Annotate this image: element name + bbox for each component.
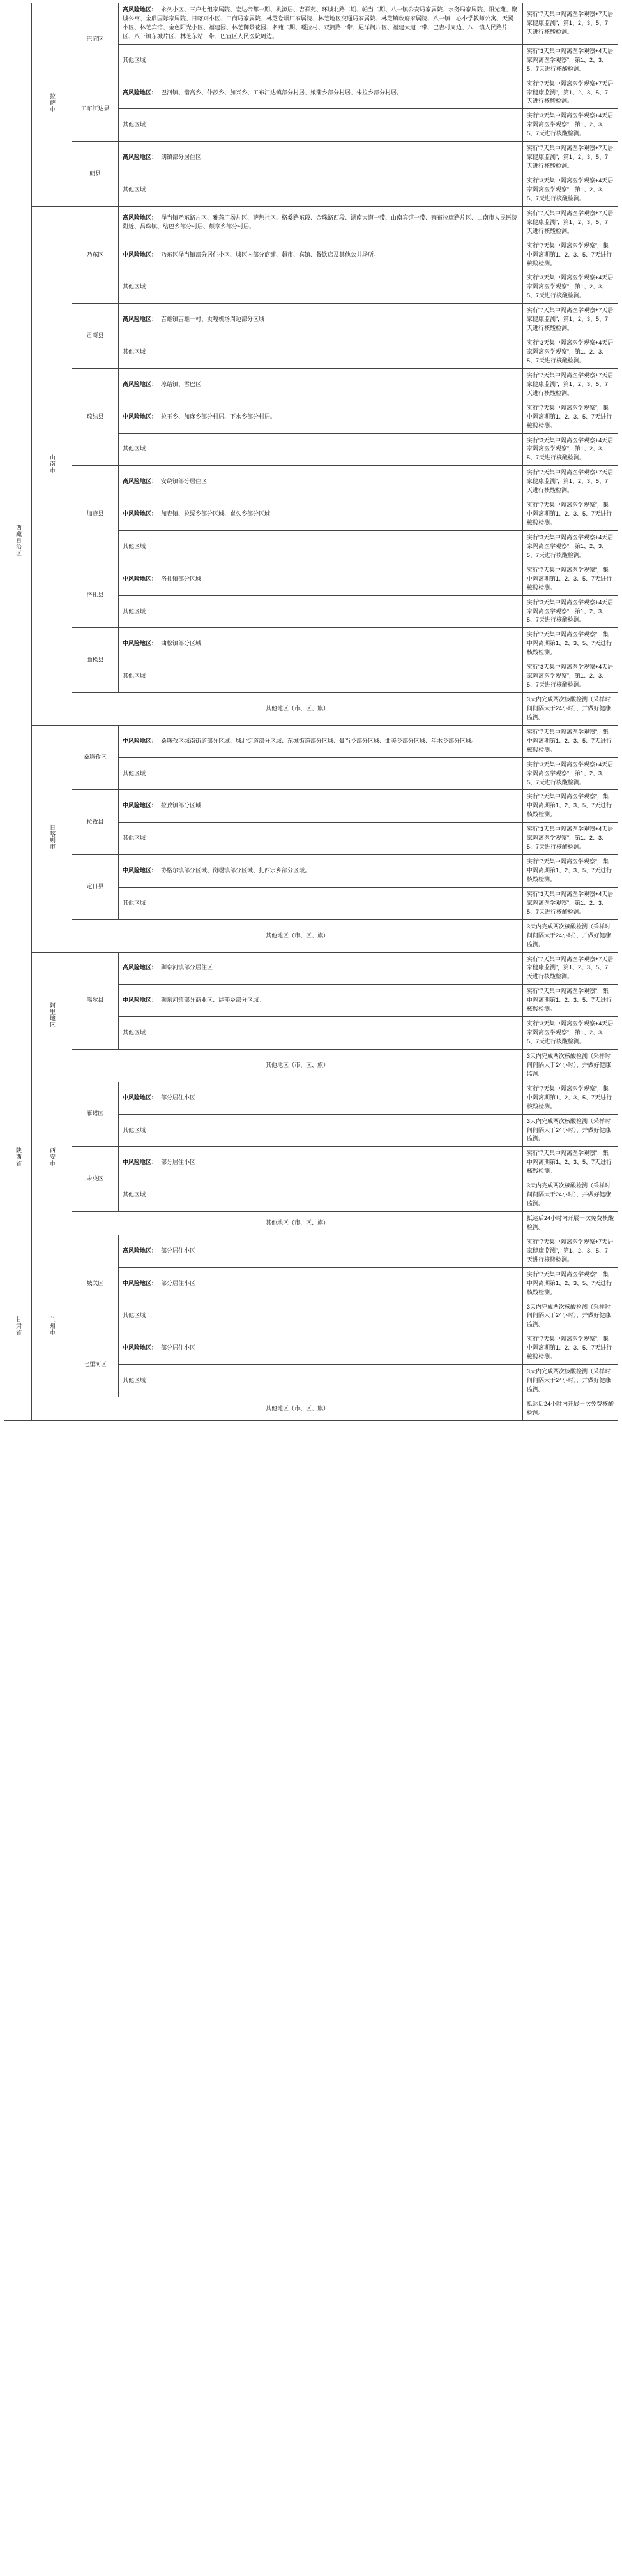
county-cell: 定日县 (72, 855, 119, 920)
mid-risk-area (119, 790, 523, 823)
county-cell: 拉孜县 (72, 790, 119, 855)
high-risk-area (119, 3, 523, 45)
other-area (119, 174, 523, 207)
other-area (119, 271, 523, 304)
policy-cell: 实行“7天集中隔离医学观察+7天居家健康监测”，第1、2、3、5、7天进行核酸检测。 (523, 368, 618, 401)
risk-area-text: 拉玉乡、加麻乡部分村居、下水乡部分村居。 (161, 413, 277, 420)
policy-cell: 3天内完成两次核酸检测（采样时间间隔大于24小时），并做好健康监测。 (523, 919, 618, 952)
policy-cell: 实行“7天集中隔离医学观察”，集中隔离期第1、2、3、5、7天进行核酸检测。 (523, 1147, 618, 1179)
policy-cell: 实行“7天集中隔离医学观察+7天居家健康监测”，第1、2、3、5、7天进行核酸检测。 (523, 304, 618, 336)
other-area-label: 其他区域 (123, 1126, 146, 1133)
table-row (4, 628, 618, 660)
city-cell (32, 952, 72, 1082)
risk-level-label: 高风险地区： (123, 154, 158, 161)
other-ordinary-area: 其他地区（市、区、旗） (72, 1049, 523, 1082)
policy-cell: 实行“3天集中隔离医学观察+4天居家隔离医学观察”，第1、2、3、5、7天进行核酸检测。 (523, 1017, 618, 1050)
table-row (4, 919, 618, 952)
other-area-label: 其他区域 (123, 1377, 146, 1384)
risk-level-label: 高风险地区： (123, 89, 158, 96)
high-risk-area (119, 142, 523, 174)
risk-area-table-body (4, 3, 618, 1421)
mid-risk-area (119, 985, 523, 1017)
risk-area-text: 朗镇部分居住区 (161, 154, 202, 161)
other-area (119, 1365, 523, 1397)
policy-cell: 3天内完成两次核酸检测（采样时间间隔大于24小时），并做好健康监测。 (523, 1049, 618, 1082)
risk-level-label: 中风险地区： (123, 737, 158, 744)
other-area-label: 其他区域 (123, 1029, 146, 1036)
province-cell (4, 1082, 32, 1235)
city-name: 西安市 (49, 1147, 56, 1166)
table-row (4, 142, 618, 174)
city-name: 兰州市 (49, 1316, 56, 1336)
risk-level-label: 中风险地区： (123, 640, 158, 647)
risk-area-text: 桑珠孜区城南街道部分区域、城北街道部分区域、东城街道部分区域、聂当乡部分区域、曲美乡部分区域、年木乡部分区域。 (161, 737, 478, 744)
mid-risk-area (119, 855, 523, 888)
other-ordinary-area: 其他地区（市、区、旗） (72, 919, 523, 952)
mid-risk-area (119, 628, 523, 660)
other-ordinary-area: 其他地区（市、区、旗） (72, 693, 523, 726)
policy-cell: 实行“3天集中隔离医学观察+4天居家隔离医学观察”，第1、2、3、5、7天进行核酸检测。 (523, 757, 618, 790)
other-area-label: 其他区域 (123, 607, 146, 614)
risk-level-label: 中风险地区： (123, 1094, 158, 1101)
city-cell (32, 725, 72, 952)
table-row (4, 855, 618, 888)
county-cell: 曲松县 (72, 628, 119, 693)
risk-area-text: 部分居住小区 (161, 1159, 196, 1166)
table-row (4, 1147, 618, 1179)
other-area-label: 其他区域 (123, 56, 146, 63)
policy-cell: 实行“7天集中隔离医学观察”，集中隔离期第1、2、3、5、7天进行核酸检测。 (523, 1082, 618, 1114)
province-name: 甘肃省 (15, 1316, 22, 1336)
risk-area-table (4, 3, 618, 1421)
table-row (4, 77, 618, 109)
table-row (4, 1235, 618, 1267)
high-risk-area (119, 368, 523, 401)
policy-cell: 实行“3天集中隔离医学观察+4天居家隔离医学观察”，第1、2、3、5、7天进行核酸检测。 (523, 271, 618, 304)
other-area-label: 其他区域 (123, 1312, 146, 1319)
county-cell: 未央区 (72, 1147, 119, 1212)
policy-cell: 实行“7天集中隔离医学观察+7天居家健康监测”，第1、2、3、5、7天进行核酸检测。 (523, 952, 618, 985)
table-row (4, 304, 618, 336)
table-row (4, 368, 618, 401)
county-cell: 桑珠孜区 (72, 725, 119, 790)
other-area (119, 336, 523, 369)
risk-area-text: 拉孜镇部分区域 (161, 802, 202, 809)
policy-cell: 3天内完成两次核酸检测（采样时间间隔大于24小时），并做好健康监测。 (523, 1365, 618, 1397)
other-area-label: 其他区域 (123, 121, 146, 128)
risk-area-text: 洛扎镇部分区域 (161, 575, 202, 582)
policy-cell: 实行“7天集中隔离医学观察”，集中隔离期第1、2、3、5、7天进行核酸检测。 (523, 628, 618, 660)
high-risk-area (119, 77, 523, 109)
policy-cell: 实行“7天集中隔离医学观察+7天居家健康监测”，第1、2、3、5、7天进行核酸检测。 (523, 466, 618, 498)
policy-cell: 实行“3天集中隔离医学观察+4天居家隔离医学观察”，第1、2、3、5、7天进行核酸检测。 (523, 44, 618, 77)
other-area-label: 其他区域 (123, 1191, 146, 1198)
risk-area-text: 曲松镇部分区域 (161, 640, 202, 647)
policy-cell: 实行“7天集中隔离医学观察”，集中隔离期第1、2、3、5、7天进行核酸检测。 (523, 855, 618, 888)
table-row (4, 1049, 618, 1082)
other-area (119, 1300, 523, 1332)
mid-risk-area (119, 1267, 523, 1300)
county-cell: 琼结县 (72, 368, 119, 465)
policy-cell: 实行“7天集中隔离医学观察+7天居家健康监测”，第1、2、3、5、7天进行核酸检测。 (523, 142, 618, 174)
risk-area-text: 部分居住小区 (161, 1094, 196, 1101)
policy-cell: 实行“7天集中隔离医学观察+7天居家健康监测”，第1、2、3、5、7天进行核酸检测。 (523, 77, 618, 109)
city-name: 日喀则市 (49, 824, 56, 850)
risk-level-label: 高风险地区： (123, 1247, 158, 1254)
policy-cell: 抵达后24小时内开展一次免费核酸检测。 (523, 1397, 618, 1420)
county-cell: 噶尔县 (72, 952, 119, 1049)
other-ordinary-area: 其他地区（市、区、旗） (72, 1212, 523, 1235)
city-name: 拉萨市 (49, 93, 56, 113)
risk-area-text: 协格尔镇部分区域、岗嘎镇部分区域、扎西宗乡部分区域。 (161, 867, 311, 874)
policy-cell: 实行“3天集中隔离医学观察+4天居家隔离医学观察”，第1、2、3、5、7天进行核酸检测。 (523, 660, 618, 693)
risk-area-text: 加查镇、拉绥乡部分区域、崔久乡部分区域 (161, 510, 271, 517)
city-cell (32, 1235, 72, 1420)
county-cell: 朗县 (72, 142, 119, 207)
mid-risk-area (119, 239, 523, 271)
other-area (119, 44, 523, 77)
other-area (119, 530, 523, 563)
risk-level-label: 高风险地区： (123, 6, 158, 13)
city-name: 阿里地区 (49, 1002, 56, 1029)
county-cell: 巴宜区 (72, 3, 119, 77)
policy-cell: 实行“7天集中隔离医学观察+7天居家健康监测”，第1、2、3、5、7天进行核酸检测。 (523, 3, 618, 45)
table-row (4, 1212, 618, 1235)
other-area (119, 433, 523, 466)
risk-area-text: 乃东区泽当镇部分居住小区、城区内部分商铺、超市、宾馆、餐饮店及其他公共场所。 (161, 251, 380, 258)
other-area-label: 其他区域 (123, 348, 146, 355)
table-row (4, 1397, 618, 1420)
table-row (4, 693, 618, 726)
mid-risk-area (119, 1082, 523, 1114)
mid-risk-area (119, 498, 523, 531)
other-area (119, 595, 523, 628)
risk-area-text: 吉雄镇吉雄一村、贡嘎机场周边部分区域 (161, 316, 265, 323)
risk-level-label: 高风险地区： (123, 964, 158, 971)
county-cell: 工布江达县 (72, 77, 119, 142)
table-row (4, 725, 618, 757)
policy-cell: 实行“3天集中隔离医学观察+4天居家隔离医学观察”，第1、2、3、5、7天进行核酸检测。 (523, 595, 618, 628)
risk-level-label: 高风险地区： (123, 214, 158, 221)
risk-area-text: 部分居住小区 (161, 1247, 196, 1254)
other-area-label: 其他区域 (123, 542, 146, 549)
policy-cell: 实行“7天集中隔离医学观察”，集中隔离期第1、2、3、5、7天进行核酸检测。 (523, 563, 618, 595)
high-risk-area (119, 304, 523, 336)
policy-cell: 3天内完成两次核酸检测（采样时间间隔大于24小时），并做好健康监测。 (523, 1179, 618, 1212)
policy-cell: 实行“7天集中隔离医学观察”，集中隔离期第1、2、3、5、7天进行核酸检测。 (523, 498, 618, 531)
table-row (4, 1332, 618, 1365)
high-risk-area (119, 466, 523, 498)
province-name: 西藏自治区 (15, 525, 22, 557)
policy-cell: 实行“7天集中隔离医学观察+7天居家健康监测”，第1、2、3、5、7天进行核酸检测。 (523, 206, 618, 239)
other-area-label: 其他区域 (123, 186, 146, 193)
county-cell: 加查县 (72, 466, 119, 563)
county-cell: 七里河区 (72, 1332, 119, 1397)
county-cell: 贡嘎县 (72, 304, 119, 369)
policy-cell: 实行“3天集中隔离医学观察+4天居家隔离医学观察”，第1、2、3、5、7天进行核酸检测。 (523, 336, 618, 369)
city-name: 山南市 (49, 454, 56, 474)
risk-level-label: 中风险地区： (123, 575, 158, 582)
risk-level-label: 中风险地区： (123, 251, 158, 258)
risk-level-label: 中风险地区： (123, 997, 158, 1004)
table-row (4, 563, 618, 595)
policy-cell: 实行“3天集中隔离医学观察+4天居家隔离医学观察”，第1、2、3、5、7天进行核酸检测。 (523, 887, 618, 919)
other-area (119, 1017, 523, 1050)
other-area (119, 109, 523, 142)
mid-risk-area (119, 563, 523, 595)
mid-risk-area (119, 1147, 523, 1179)
other-area-label: 其他区域 (123, 770, 146, 777)
policy-cell: 实行“7天集中隔离医学观察+7天居家健康监测”，第1、2、3、5、7天进行核酸检测。 (523, 1235, 618, 1267)
mid-risk-area (119, 401, 523, 433)
risk-level-label: 中风险地区： (123, 1279, 158, 1286)
policy-cell: 实行“7天集中隔离医学观察”，集中隔离期第1、2、3、5、7天进行核酸检测。 (523, 401, 618, 433)
policy-cell: 实行“7天集中隔离医学观察”，集中隔离期第1、2、3、5、7天进行核酸检测。 (523, 790, 618, 823)
risk-area-text: 琼结镇、雪巴区 (161, 380, 202, 387)
table-row (4, 466, 618, 498)
risk-area-text: 安绕镇部分居住区 (161, 478, 208, 485)
other-area (119, 660, 523, 693)
county-cell: 洛扎县 (72, 563, 119, 628)
policy-cell: 实行“3天集中隔离医学观察+4天居家隔离医学观察”，第1、2、3、5、7天进行核酸检测。 (523, 433, 618, 466)
county-cell: 乃东区 (72, 206, 119, 303)
mid-risk-area (119, 725, 523, 757)
city-cell (32, 3, 72, 207)
province-name: 陕西省 (15, 1147, 22, 1166)
policy-cell: 实行“7天集中隔离医学观察”，集中隔离期第1、2、3、5、7天进行核酸检测。 (523, 239, 618, 271)
other-area (119, 887, 523, 919)
other-area-label: 其他区域 (123, 899, 146, 906)
risk-level-label: 中风险地区： (123, 413, 158, 420)
risk-area-text: 永久小区、三户七组家属院、宏达帝都一期、桃源居、吉祥苑、环城北路二期、帕当二期、八一镇公安局家属院、水务局家属院、阳光苑、聚城公寓、金鼎国际家属院、日喀则小区、工商局家属院、林芝卷烟厂家属院、林芝地区交通局家属院、林芝镇政府家属院、八一镇中心小学教师公寓、天翼小区、林芝宾馆、金色阳光小区、福建园、林芝御景花园、名苑二期、嘎拉村、双拥路一带、尼洋阁片区、福建大道一带、巴吉村周边、八一镇人民路片区、八一镇东城片区、林芝东站一带、巴宜区人民医院周边。 (123, 6, 518, 40)
risk-level-label: 中风险地区： (123, 867, 158, 874)
policy-cell: 实行“3天集中隔离医学观察+4天居家隔离医学观察”，第1、2、3、5、7天进行核酸检测。 (523, 823, 618, 855)
other-area (119, 1179, 523, 1212)
table-row (4, 206, 618, 239)
policy-cell: 3天内完成两次核酸检测（采样时间间隔大于24小时），并做好健康监测。 (523, 1114, 618, 1147)
risk-level-label: 高风险地区： (123, 478, 158, 485)
province-cell (4, 1235, 32, 1420)
policy-cell: 实行“7天集中隔离医学观察”，集中隔离期第1、2、3、5、7天进行核酸检测。 (523, 1267, 618, 1300)
risk-area-text: 狮泉河镇部分商业区、昆莎乡部分区域。 (161, 997, 265, 1004)
county-cell: 城关区 (72, 1235, 119, 1332)
risk-level-label: 中风险地区： (123, 802, 158, 809)
other-area-label: 其他区域 (123, 673, 146, 680)
risk-area-text: 部分居住小区 (161, 1344, 196, 1351)
table-row (4, 952, 618, 985)
table-row (4, 790, 618, 823)
policy-cell: 实行“7天集中隔离医学观察”，集中隔离期第1、2、3、5、7天进行核酸检测。 (523, 985, 618, 1017)
table-row (4, 3, 618, 45)
other-area-label: 其他区域 (123, 835, 146, 842)
mid-risk-area (119, 1332, 523, 1365)
high-risk-area (119, 1235, 523, 1267)
county-cell: 雁塔区 (72, 1082, 119, 1147)
city-cell (32, 206, 72, 725)
province-cell (4, 3, 32, 1082)
risk-level-label: 中风险地区： (123, 1159, 158, 1166)
policy-cell: 3天内完成两次核酸检测（采样时间间隔大于24小时），并做好健康监测。 (523, 693, 618, 726)
other-area-label: 其他区域 (123, 445, 146, 452)
policy-cell: 抵达后24小时内开展一次免费核酸检测。 (523, 1212, 618, 1235)
policy-cell: 实行“7天集中隔离医学观察”，集中隔离期第1、2、3、5、7天进行核酸检测。 (523, 1332, 618, 1365)
high-risk-area (119, 952, 523, 985)
city-cell (32, 1082, 72, 1235)
policy-cell: 实行“7天集中隔离医学观察”，集中隔离期第1、2、3、5、7天进行核酸检测。 (523, 725, 618, 757)
risk-level-label: 中风险地区： (123, 510, 158, 517)
risk-area-text: 部分居住小区 (161, 1279, 196, 1286)
policy-cell: 实行“3天集中隔离医学观察+4天居家隔离医学观察”，第1、2、3、5、7天进行核酸检测。 (523, 174, 618, 207)
risk-level-label: 高风险地区： (123, 316, 158, 323)
risk-level-label: 中风险地区： (123, 1344, 158, 1351)
risk-area-text: 泽当镇乃东路片区、雅砻广场片区、萨热社区、格桑路东段、金珠路西段、湖南大道一带、山南宾馆一带、雍布拉康路片区、山南市人民医院附近、昌珠镇、结巴乡部分村居、颇章乡部分村居。 (123, 214, 518, 230)
policy-cell: 实行“3天集中隔离医学观察+4天居家隔离医学观察”，第1、2、3、5、7天进行核酸检测。 (523, 109, 618, 142)
table-row (4, 1082, 618, 1114)
other-area (119, 757, 523, 790)
high-risk-area (119, 206, 523, 239)
other-area-label: 其他区域 (123, 283, 146, 290)
risk-level-label: 高风险地区： (123, 380, 158, 387)
risk-area-text: 狮泉河镇部分居住区 (161, 964, 213, 971)
other-area (119, 823, 523, 855)
other-area (119, 1114, 523, 1147)
risk-area-text: 巴河镇、错高乡、仲莎乡、加兴乡、工布江达镇部分村居、娘蒲乡部分村居、朱拉乡部分村居。 (161, 89, 403, 96)
policy-cell: 3天内完成两次核酸检测（采样时间间隔大于24小时），并做好健康监测。 (523, 1300, 618, 1332)
other-ordinary-area: 其他地区（市、区、旗） (72, 1397, 523, 1420)
policy-cell: 实行“3天集中隔离医学观察+4天居家隔离医学观察”，第1、2、3、5、7天进行核酸检测。 (523, 530, 618, 563)
